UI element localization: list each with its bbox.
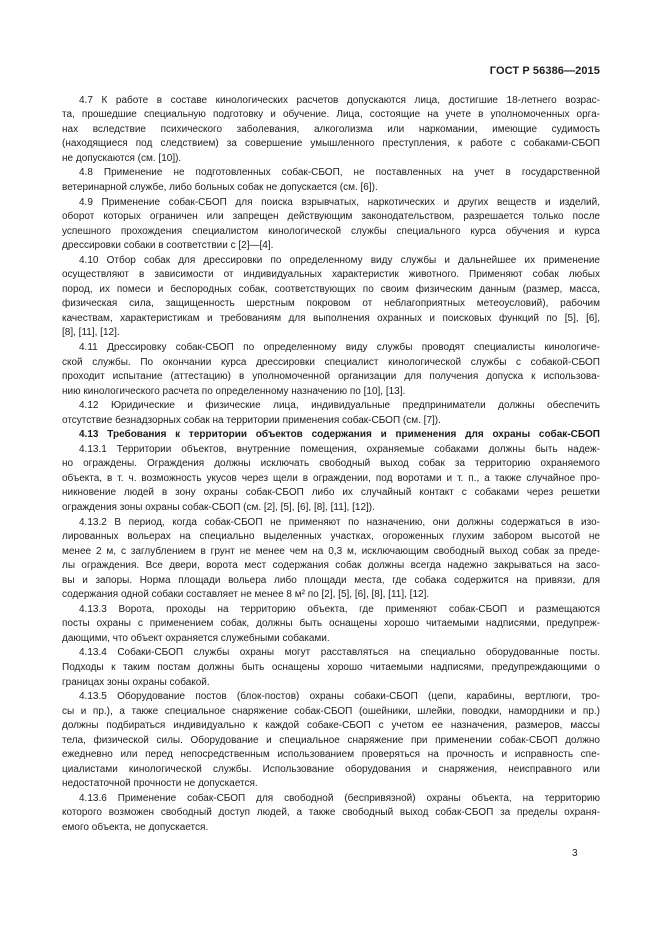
text-line: ветеринарной службе, либо больных собак не допускается (см. [6]). — [62, 181, 378, 193]
text-line: К работе в составе кинологических расчетов допускаются лица, достигшие 18-летнего возрас- — [101, 94, 600, 106]
text-line: Собаки-СБОП службы охраны могут расставляться на специально оборудованные посты. — [117, 647, 600, 659]
clause-number: 4.13.3 — [79, 603, 107, 615]
text-line: (находящиеся под следствием) за совершение умышленного преступления, к работе с собаками-СБОП — [62, 138, 600, 150]
text-line: никновение людей в зону охраны собак-СБОП либо их случайный контакт с собаками через решетки — [62, 487, 600, 499]
clause-4-11 — [62, 341, 600, 399]
clause-4-13-2 — [62, 516, 600, 603]
first-line — [62, 792, 600, 807]
text-line: Дрессировку собак-СБОП по определенному виду службы проводят специалисты кинологиче- — [107, 341, 601, 353]
text-line: физическая сила, защищенность шерстным покровом от неблагоприятных метеоусловий), рабочим — [62, 298, 600, 310]
text-line: тела, физической силы. Оборудование и специальное снаряжение при применении собак-СБОП должно — [62, 734, 600, 746]
text-line: дающими, что объект охраняется служебными собаками. — [62, 632, 330, 644]
text-line: проходит испытание (аттестацию) в уполномоченной организации для получения допуска к использова- — [62, 371, 600, 383]
text-line: Применение собак-СБОП для поиска взрывчатых, наркотических и других веществ и изделий, — [101, 196, 600, 208]
text-line: осуществляют в зависимости от индивидуальных характеристик животного. Применяют собак любых — [62, 269, 600, 281]
heading-line — [62, 428, 600, 443]
clause-4-9 — [62, 196, 600, 254]
text-line: отсутствие безнадзорных собак на территории применения собак-СБОП (см. [7]). — [62, 414, 441, 426]
text-line: Отбор собак для дрессировки по определенному виду службы и дальнейшее их применение — [106, 254, 600, 266]
clause-number: 4.13.6 — [79, 792, 107, 804]
text-line: В период, когда собак-СБОП не применяют по назначению, они должны содержаться в изо- — [114, 516, 600, 528]
text-line: та, прошедшие специальную подготовку и обучение. Лица, состоящие на учете в уполномоченных орга- — [62, 109, 600, 121]
first-line — [62, 443, 600, 458]
clause-number: 4.13.5 — [79, 691, 107, 703]
text-line: должны подбираться индивидуально к каждой собаке-СБОП с учетом ее назначения, размеров, массы — [62, 720, 600, 732]
section-heading — [62, 428, 600, 443]
first-line — [62, 516, 600, 531]
text-line: менее 2 м, с заглублением в грунт не менее чем на 0,3 м, исключающим свободный выход собак за преде- — [62, 545, 600, 557]
clause-number: 4.7 — [79, 94, 93, 106]
text-line: [8], [11], [12]. — [62, 327, 120, 339]
text-line: Подходы к таким постам должны быть оснащены хорошо читаемыми надписями, предупреждающими о — [62, 662, 600, 674]
text-line: не допускаются (см. [10]). — [62, 152, 182, 164]
document-body — [62, 94, 600, 836]
first-line — [62, 646, 600, 661]
text-line: Территории объектов, внутренние помещения, охраняемые собаками должны быть надеж- — [116, 443, 600, 455]
document-designation: ГОСТ Р 56386—2015 — [489, 65, 600, 77]
clause-4-8 — [62, 166, 600, 195]
text-line: нах вследствие психического заболевания, алкоголизма или наркомании, имеющие судимость — [62, 123, 600, 135]
text-line: лы ограждения. Все двери, ворота мест содержания собак должны всегда надежно закрываться на засо- — [62, 560, 600, 572]
clause-number: 4.9 — [79, 196, 93, 208]
text-line: ской службы. По окончании курса дрессировки специалист кинологической службы с собакой-СБОП — [62, 356, 600, 368]
clause-4-13-5 — [62, 690, 600, 792]
clause-number: 4.13.1 — [79, 443, 107, 455]
text-line: содержания одной собаки составляет не менее 8 м² по [2], [5], [6], [8], [11], [12]. — [62, 589, 430, 601]
text-line: Ворота, проходы на территорию объекта, где применяют собак-СБОП и размещаются — [118, 603, 600, 615]
text-line: ограждения зоны охраны собак-СБОП (см. [2], [5], [6], [8], [11], [12]). — [62, 502, 375, 513]
text-line: но ограждены. Ограждения должны исключать свободный выход собак за территорию охраняемого — [62, 458, 600, 470]
text-line: которого возможен свободный доступ людей, а также свободный выход собак-СБОП за пределы охраня- — [62, 807, 600, 819]
text-line: циалистами кинологической службы. Использование оборудования и снаряжения, неисправного или — [62, 763, 600, 775]
clause-4-13-6 — [62, 792, 600, 836]
text-line: лированных вольерах на специально выделенных участках, огороженных глухим забором высотой не — [62, 531, 600, 543]
clause-4-13-3 — [62, 603, 600, 647]
clause-4-13-1 — [62, 443, 600, 516]
clause-4-13-4 — [62, 646, 600, 690]
text-line: Применение собак-СБОП для свободной (беспривязной) охраны объекта, на территорию — [117, 792, 600, 804]
first-line — [62, 196, 600, 211]
text-line: недостаточной прочности не допускается. — [62, 778, 258, 790]
text-line: нию кинологического расчета по определенному назначению по [10], [13]. — [62, 385, 406, 397]
text-line: успешного прохождения специалистом кинологической службы специального курса обучения и курса — [62, 225, 600, 237]
clause-4-7 — [62, 94, 600, 167]
first-line — [62, 690, 600, 705]
text-line: ежедневно или перед непосредственным использованием проверяться на прочность и исправность спе- — [62, 749, 600, 761]
clause-number: 4.11 — [79, 341, 98, 353]
heading-text: Требования к территории объектов содержания и применения для охраны собак-СБОП — [107, 429, 600, 441]
text-line: оборот которых ограничен или запрещен действующим законодательством, разрешается только после — [62, 211, 600, 223]
clause-number: 4.13.2 — [79, 516, 107, 528]
text-line: сы и пр.), а также специальное снаряжение собак-СБОП (ошейники, шлейки, поводки, намордники и пр.) — [62, 705, 600, 717]
text-line: границах зоны охраны собакой. — [62, 676, 210, 688]
first-line — [62, 166, 600, 181]
clause-number: 4.13 — [79, 429, 99, 441]
text-line: качествам, характеристикам и требованиям для выполнения охранных и поисковых функций по [5], [6], — [62, 312, 600, 324]
text-line: пород, их помеси и беспородных собак, соответствующих по своим физическим данным (размер, масса, — [62, 283, 600, 295]
clause-4-12 — [62, 399, 600, 428]
text-line: дрессировки собаки в соответствии с [2]—[4]. — [62, 240, 274, 252]
clause-number: 4.12 — [79, 400, 99, 412]
clause-4-10 — [62, 254, 600, 341]
text-line: вы и запоры. Норма площади вольера либо площади места, где собака содержится на привязи, для — [62, 574, 600, 586]
first-line — [62, 603, 600, 618]
clause-number: 4.13.4 — [79, 647, 107, 659]
first-line — [62, 94, 600, 109]
first-line — [62, 399, 600, 414]
clause-number: 4.8 — [79, 167, 93, 179]
text-line: Юридические и физические лица, индивидуальные предприниматели должны обеспечить — [110, 400, 601, 412]
first-line — [62, 254, 600, 269]
first-line — [62, 341, 600, 356]
page-number: 3 — [572, 848, 578, 859]
text-line: Применение не подготовленных собак-СБОП, не поставленных на учет в государственной — [103, 167, 600, 179]
text-line: посты охраны с применением собак, должны быть оснащены хорошо читаемыми надписями, предупреж- — [62, 618, 600, 630]
clause-number: 4.10 — [79, 254, 99, 266]
text-line: объекта, в т. ч. возможность укусов через щели в ограждении, под воротами и т. п., а также случайное про- — [62, 472, 600, 484]
text-line: емого объекта, не допускается. — [62, 822, 209, 834]
text-line: Оборудование постов (блок-постов) охраны собаки-СБОП (цепи, карабины, вертлюги, тро- — [117, 691, 600, 703]
